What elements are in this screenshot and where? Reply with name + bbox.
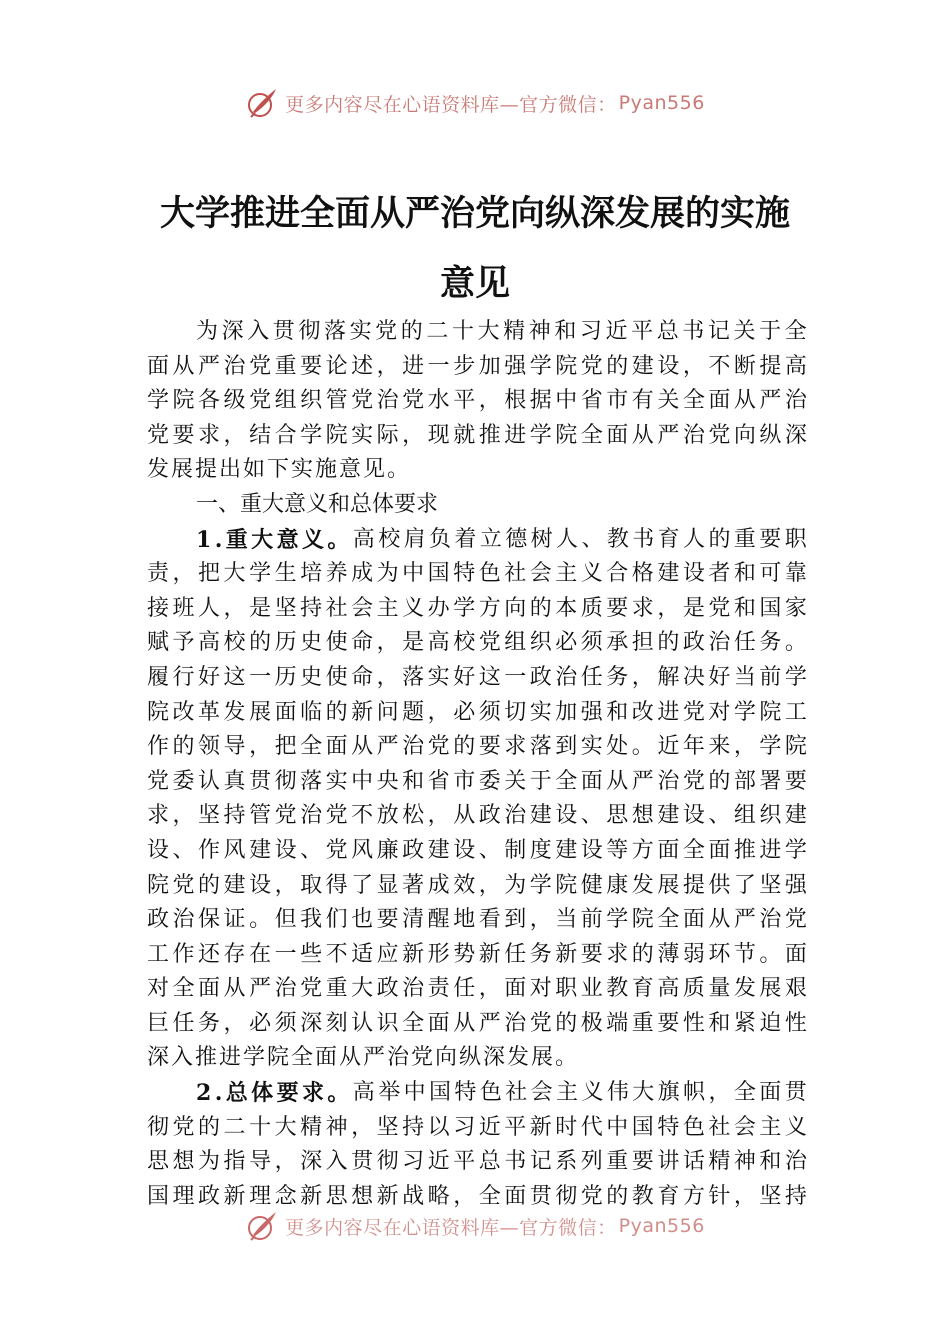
para1-line: 工 作 还 存 在 一 些 不 适 应 新 形 势 新 任 务 新 要 求 的 薄 弱 环 节 。 面: [147, 941, 807, 967]
para1-line: 履 行 好 这 一 历 史 使 命 ， 落 实 好 这 一 政 治 任 务 ， 解 决 好 当 前 学: [147, 664, 807, 690]
para1-line: 赋 予 高 校 的 历 史 使 命 ， 是 高 校 党 组 织 必 须 承 担 的 政 治 任 务 。: [147, 630, 807, 656]
para1-line: 设 、 作 风 建 设 、 党 风 廉 政 建 设 、 制 度 建 设 等 方 面 全 面 推 进 学: [147, 837, 807, 863]
intro-line: 为 深 入 贯 彻 落 实 党 的 二 十 大 精 神 和 习 近 平 总 书 记 关 于 全: [196, 319, 807, 344]
para2-first-line: 2 . 总 体 要 求 。 高 举 中 国 特 色 社 会 主 义 伟 大 旗 帜 ， 全 面 贯: [196, 1080, 807, 1107]
para1-line: 政 治 保 证 。 但 我 们 也 要 清 醒 地 看 到 ， 当 前 学 院 全 面 从 严 治 党: [147, 907, 807, 933]
intro-line: 面 从 严 治 党 重 要 论 述 ， 进 一 步 加 强 学 院 党 的 建 设 ， 不 断 提 高: [147, 353, 807, 379]
feather-pen-icon: [245, 1209, 279, 1243]
watermark-top: [0, 83, 950, 123]
para1-first-line: 1 . 重 大 意 义 。 高 校 肩 负 着 立 德 树 人 、 教 书 育 人 的 重 要 职: [196, 526, 807, 553]
para1-line: 作 的 领 导 ， 把 全 面 从 严 治 党 的 要 求 落 到 实 处 。 近 年 来 ， 学 院: [147, 734, 807, 760]
document-title-line2: 意见: [439, 264, 510, 304]
intro-line: 发展提出如下实施意见。: [147, 457, 412, 483]
watermark-bottom: [0, 1206, 950, 1246]
para1-line: 责 ， 把 大 学 生 培 养 成 为 中 国 特 色 社 会 主 义 合 格 建 设 者 和 可 靠: [147, 561, 807, 587]
para1-line: 对 全 面 从 严 治 党 重 大 政 治 责 任 ， 面 对 职 业 教 育 高 质 量 发 展 艰: [147, 976, 807, 1002]
para1-line: 深入推进学院全面从严治党向纵深发展。: [147, 1045, 580, 1071]
document-title-line1: 大学推进全面从严治党向纵深发展的实施: [159, 194, 790, 234]
para1-line: 院 党 的 建 设 ， 取 得 了 显 著 成 效 ， 为 学 院 健 康 发 展 提 供 了 坚 强: [147, 872, 807, 898]
para1-line: 巨 任 务 ， 必 须 深 刻 认 识 全 面 从 严 治 党 的 极 端 重 要 性 和 紧 迫 性: [147, 1010, 807, 1036]
para1-line: 接 班 人 ， 是 坚 持 社 会 主 义 办 学 方 向 的 本 质 要 求 ， 是 党 和 国 家: [147, 595, 807, 621]
watermark-id: Pyan556: [618, 1215, 705, 1237]
document-body: [147, 315, 807, 1214]
watermark-id: Pyan556: [618, 92, 705, 114]
para2-line: 彻 党 的 二 十 大 精 神 ， 坚 持 以 习 近 平 新 时 代 中 国 特 色 社 会 主 义: [147, 1114, 807, 1140]
intro-line: 学 院 各 级 党 组 织 管 党 治 党 水 平 ， 根 据 中 省 市 有 关 全 面 从 严 治: [147, 388, 807, 414]
watermark-text: 更多内容尽在心语资料库—官方微信：: [285, 1216, 617, 1239]
para1-line: 求 ， 坚 持 管 党 治 党 不 放 松 ， 从 政 治 建 设 、 思 想 建 设 、 组 织 建: [147, 803, 807, 829]
watermark-text: 更多内容尽在心语资料库—官方微信：: [285, 93, 617, 116]
para2-line: 思 想 为 指 导 ， 深 入 贯 彻 习 近 平 总 书 记 系 列 重 要 讲 话 精 神 和 治: [147, 1149, 807, 1175]
para1-line: 党 委 认 真 贯 彻 落 实 中 央 和 省 市 委 关 于 全 面 从 严 治 党 的 部 署 要: [147, 768, 807, 794]
intro-line: 党 要 求 ， 结 合 学 院 实 际 ， 现 就 推 进 学 院 全 面 从 严 治 党 向 纵 深: [147, 422, 807, 448]
section-heading: 一、重大意义和总体要求: [196, 491, 439, 517]
feather-pen-icon: [245, 86, 279, 120]
para1-line: 院 改 革 发 展 面 临 的 新 问 题 ， 必 须 切 实 加 强 和 改 进 党 对 学 院 工: [147, 699, 807, 725]
para2-line: 国 理 政 新 理 念 新 思 想 新 战 略 ， 全 面 贯 彻 党 的 教 育 方 针 ， 坚 持: [147, 1183, 807, 1209]
